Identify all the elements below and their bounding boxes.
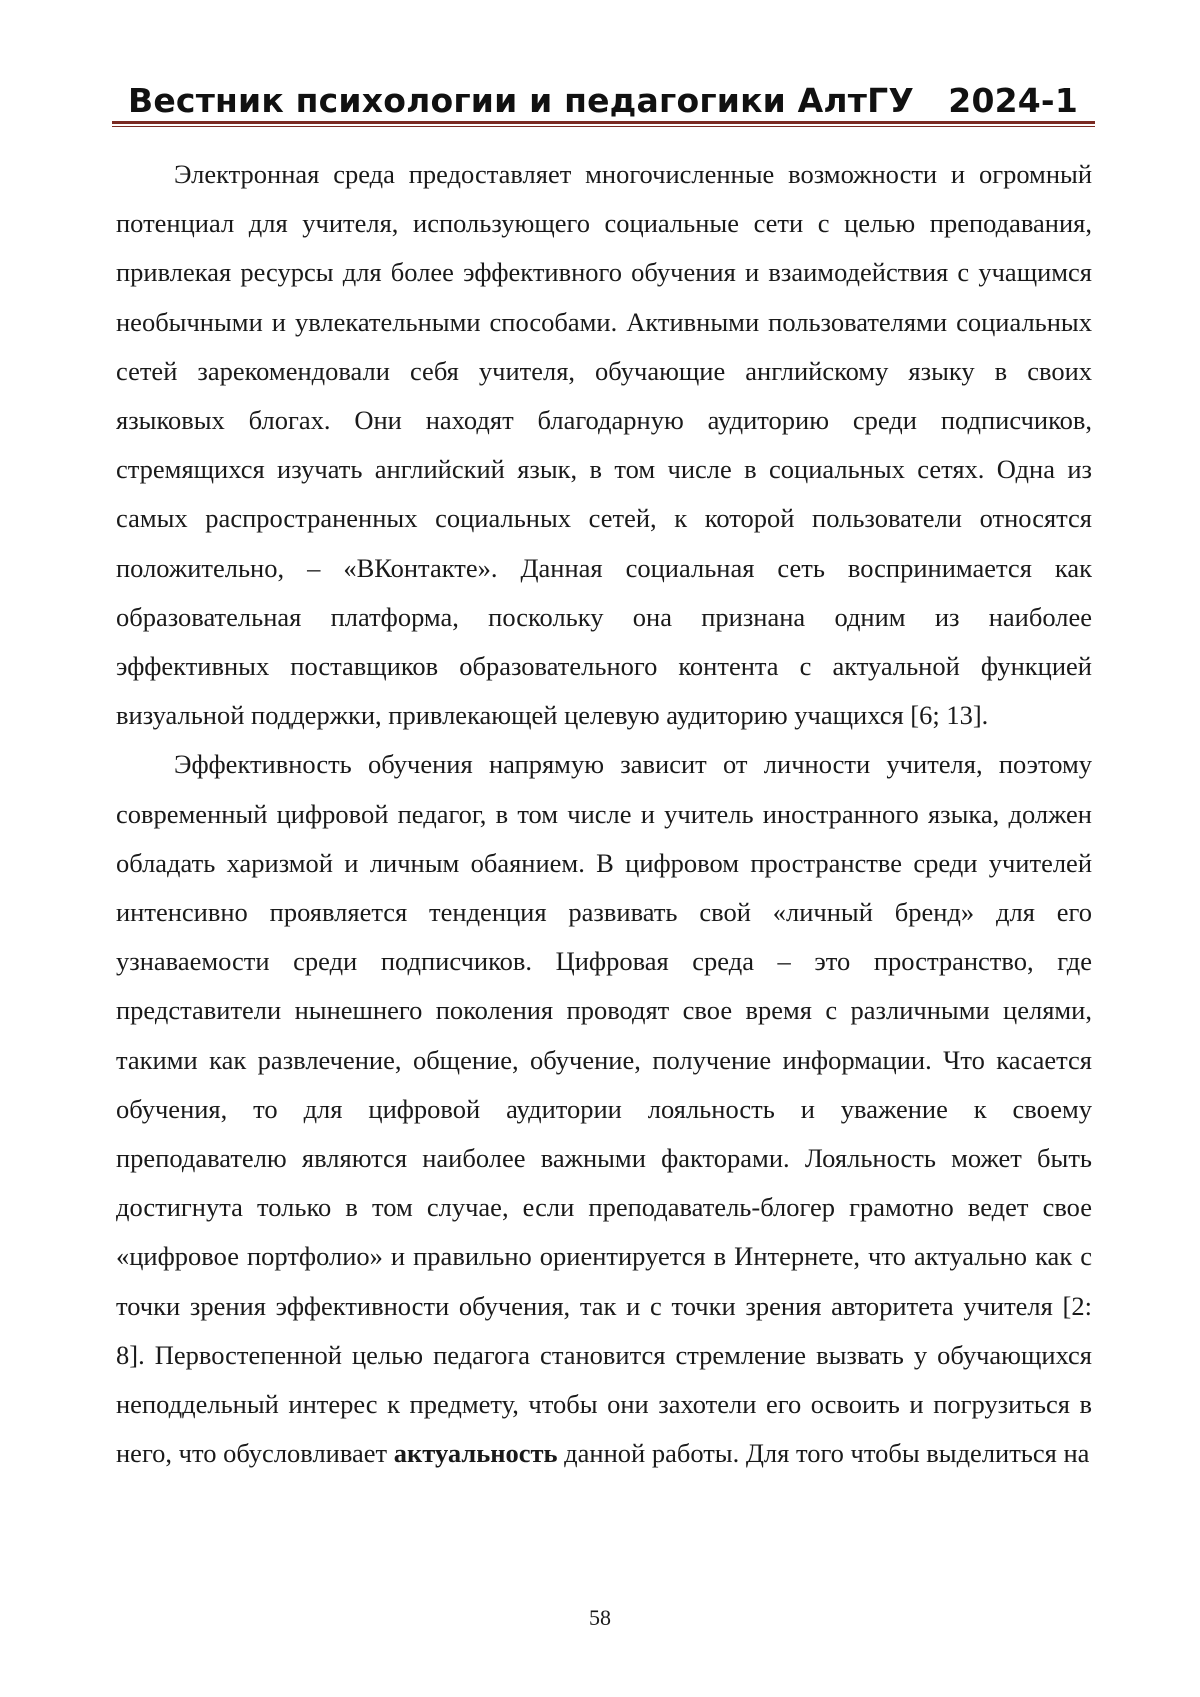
issue-number: 2024-1	[948, 81, 1078, 120]
page-number: 58	[589, 1605, 611, 1630]
paragraph-2-text-start: Эффективность обучения напрямую зависит от личности учителя, поэтому современный цифровой педагог, в том числе и учитель иностранного языка, должен обладать харизмой и личным обаянием. В цифровом пространстве среди учителей интенсивно проявляется тенденция развивать свой «личный бренд» для его узнаваемости среди подписчиков. Цифровая среда – это пространство, где представители нынешнего поколения проводят свое время с различными целями, такими как развлечение, общение, обучение, получение информации. Что касается обучения, то для цифровой аудитории лояльность и уважение к своему преподавателю являются наиболее важными факторами. Лояльность может быть достигнута только в том случае, если преподаватель-блогер грамотно ведет свое «цифровое портфолио» и правильно ориентируется в Интернете, что актуально как с точки зрения эффективности обучения, так и с точки зрения авторитета учителя [2: 8]. Первостепенной целью педагога становится стремление вызвать у обучающихся неподдельный интерес к предмету, чтобы они захотели его освоить и погрузиться в него, что обусловливает	[116, 749, 1092, 1469]
header-rule-thin	[112, 126, 1095, 127]
bold-term-relevance: актуальность	[393, 1438, 558, 1469]
journal-title: Вестник психологии и педагогики АлтГУ	[128, 81, 914, 120]
paragraph-2	[116, 740, 1092, 1478]
paragraph-2-text-end: данной работы. Для того чтобы выделиться на	[557, 1438, 1090, 1469]
running-header	[128, 70, 1078, 120]
paragraph-1: Электронная среда предоставляет многочисленные возможности и огромный потенциал для учителя, использующего социальные сети с целью преподавания, привлекая ресурсы для более эффективного обучения и взаимодействия с учащимся необычными и увлекательными способами. Активными пользователями социальных сетей зарекомендовали себя учителя, обучающие английскому языку в своих языковых блогах. Они находят благодарную аудиторию среди подписчиков, стремящихся изучать английский язык, в том числе в социальных сетях. Одна из самых распространенных социальных сетей, к которой пользователи относятся положительно, – «ВКонтакте». Данная социальная сеть воспринимается как образовательная платформа, поскольку она признана одним из наиболее эффективных поставщиков образовательного контента с актуальной функцией визуальной поддержки, привлекающей целевую аудиторию учащихся [6; 13].	[116, 159, 1092, 731]
article-body	[116, 150, 1092, 1478]
header-rule-thick	[112, 121, 1095, 124]
